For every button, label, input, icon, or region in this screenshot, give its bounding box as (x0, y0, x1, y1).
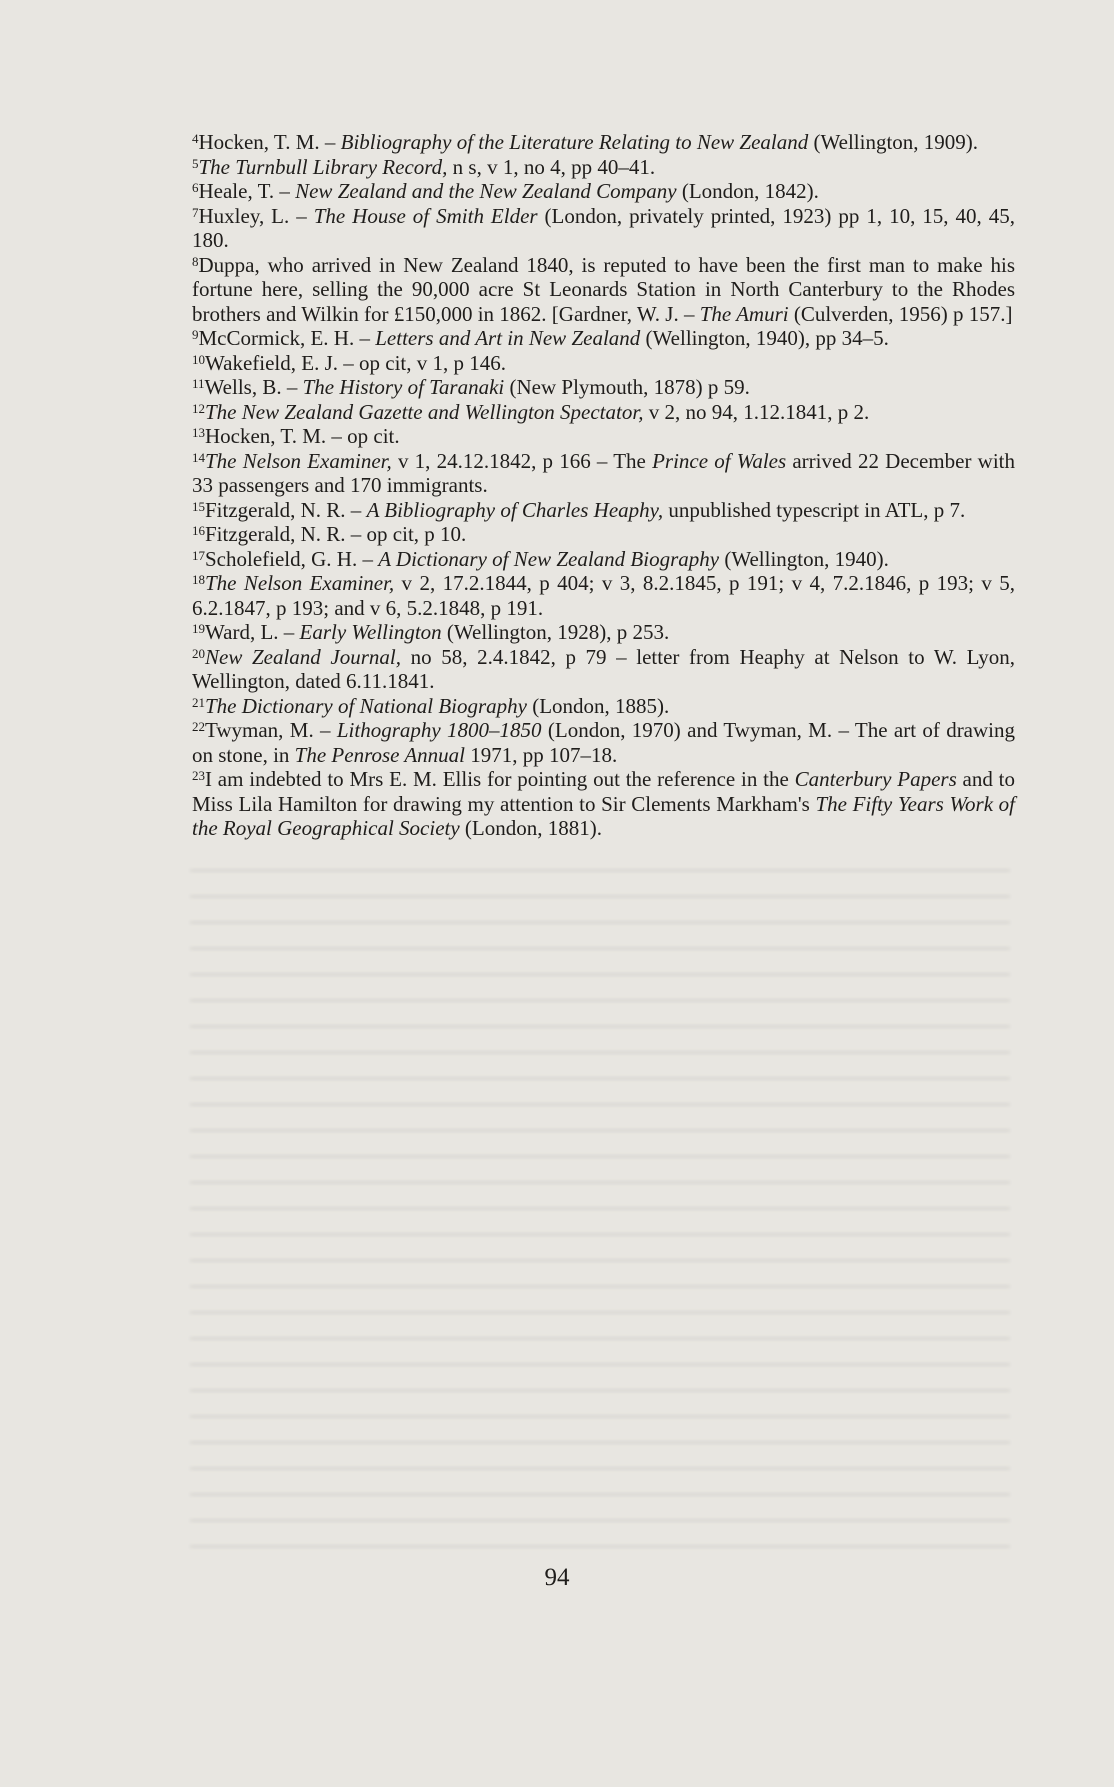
footnote-text: v 2, no 94, 1.12.1841, p 2. (643, 399, 870, 424)
footnote-title-italic: The Nelson Examiner, (205, 448, 392, 473)
footnote-text: unpublished typescript in ATL, p 7. (663, 497, 966, 522)
footnote-10 (192, 351, 1015, 376)
footnote-16 (192, 522, 1015, 547)
footnote-23 (192, 767, 1015, 841)
footnote-17 (192, 547, 1015, 572)
footnote-number: 19 (192, 621, 205, 636)
footnote-title-italic: New Zealand Journal, (205, 644, 401, 669)
footnote-text: Fitzgerald, N. R. – op cit, p 10. (205, 522, 467, 546)
footnote-title-italic: The House of Smith Elder (313, 203, 538, 228)
footnote-number: 17 (192, 547, 205, 563)
footnote-number: 13 (192, 425, 205, 440)
footnote-text: McCormick, E. H. – (198, 326, 376, 350)
footnote-title-italic: Early Wellington (299, 620, 442, 644)
footnote-title-italic: The Nelson Examiner, (205, 571, 395, 595)
footnote-number: 20 (192, 645, 205, 661)
footnote-number: 22 (192, 719, 205, 734)
footnote-text: (Wellington, 1928), p 253. (441, 620, 670, 644)
footnote-text: Duppa, who arrived in New Zealand 1840, is reputed to have been the first man to make his fortune here, selling the 90,000 acre St Leonards Station in North Canterbury to the Rhodes brothers and Wilkin for £150,000 in 1862. [Gardner, W. J. – (192, 252, 1015, 326)
footnote-title-italic: Bibliography of the Literature Relating to New Zealand (340, 130, 809, 154)
footnote-5 (192, 155, 1015, 180)
footnote-text: (London, privately printed, 1923) pp 1, 10, 15, 40, 45, 180. (192, 203, 1015, 252)
footnote-text: 1971, pp 107–18. (465, 742, 618, 767)
footnote-number: 12 (192, 400, 205, 416)
footnote-21 (192, 694, 1015, 719)
footnote-text: Wakefield, E. J. – op cit, v 1, p 146. (205, 350, 507, 375)
footnote-number: 14 (192, 449, 205, 465)
footnote-text: (London, 1881). (459, 816, 602, 840)
footnote-text: Fitzgerald, N. R. – (205, 497, 367, 522)
footnote-7 (192, 204, 1015, 253)
footnote-14 (192, 449, 1015, 498)
footnote-title-italic: Lithography 1800–1850 (336, 718, 542, 742)
footnote-number: 6 (192, 180, 199, 195)
footnote-title-italic: New Zealand and the New Zealand Company (295, 179, 677, 203)
footnote-text: Ward, L. – (205, 620, 300, 644)
footnote-number: 5 (192, 155, 199, 171)
footnote-number: 16 (192, 523, 205, 538)
footnote-text: v 2, 17.2.1844, p 404; v 3, 8.2.1845, p 191; v 4, 7.2.1846, p 193; v 5, 6.2.1847, p 193; and v 6, 5.2.1848, p 191. (192, 571, 1015, 620)
footnote-text: and to Miss Lila Hamilton for drawing my attention to Sir Clements Markham's (192, 767, 1016, 816)
footnote-text: (Wellington, 1909). (808, 130, 979, 154)
footnote-number: 10 (192, 351, 205, 367)
footnote-number: 18 (192, 572, 205, 587)
footnote-title-italic: The New Zealand Gazette and Wellington Spectator, (205, 399, 644, 424)
footnote-title-italic: The Dictionary of National Biography (205, 693, 527, 718)
footnote-title-italic: A Dictionary of New Zealand Biography (378, 546, 720, 571)
footnotes-list (192, 130, 1015, 841)
footnote-text: (London, 1842). (676, 179, 819, 203)
footnote-title-italic: The Amuri (699, 301, 789, 326)
footnote-text: Twyman, M. – (205, 718, 337, 742)
footnote-18 (192, 571, 1015, 620)
footnote-text: no 58, 2.4.1842, p 79 – letter from Heaphy at Nelson to W. Lyon, Wellington, dated 6.11.1841. (192, 644, 1016, 693)
footnote-text: Wells, B. – (204, 375, 303, 399)
footnote-11 (192, 375, 1015, 400)
footnote-title-italic: The Turnbull Library Record, (198, 154, 448, 179)
footnote-text: (Wellington, 1940). (719, 546, 889, 571)
footnote-text: (Culverden, 1956) p 157.] (788, 301, 1013, 326)
footnote-text: Huxley, L. – (198, 203, 314, 228)
footnote-title-italic: A Bibliography of Charles Heaphy, (366, 497, 664, 522)
footnote-title-italic: Letters and Art in New Zealand (375, 326, 641, 350)
footnote-number: 7 (192, 204, 199, 220)
footnote-number: 9 (192, 327, 199, 342)
footnote-title-italic: The Fifty Years Work of the Royal Geographical Society (192, 791, 1015, 840)
footnote-12 (192, 400, 1015, 425)
footnote-4 (192, 130, 1015, 155)
footnote-text: n s, v 1, no 4, pp 40–41. (447, 154, 656, 179)
footnote-title-italic: Prince of Wales (652, 448, 787, 473)
footnote-19 (192, 620, 1015, 645)
footnote-title-italic: The History of Taranaki (302, 375, 505, 399)
footnote-text: Hocken, T. M. – op cit. (205, 424, 400, 448)
footnote-number: 8 (192, 253, 199, 269)
footnote-9 (192, 326, 1015, 351)
footnote-22 (192, 718, 1015, 767)
footnote-text: (New Plymouth, 1878) p 59. (504, 375, 750, 399)
footnote-number: 21 (192, 694, 205, 710)
footnote-text: (Wellington, 1940), pp 34–5. (640, 326, 889, 350)
footnote-text: Hocken, T. M. – (198, 130, 341, 154)
page-number: 94 (544, 1564, 570, 1591)
footnote-text: I am indebted to Mrs E. M. Ellis for pointing out the reference in the (205, 767, 795, 791)
footnote-title-italic: The Penrose Annual (294, 742, 465, 767)
footnote-number: 23 (192, 768, 205, 783)
footnote-number: 11 (192, 376, 205, 391)
footnote-number: 4 (192, 131, 199, 146)
footnote-title-italic: Canterbury Papers (794, 767, 957, 791)
footnote-13 (192, 424, 1015, 449)
footnote-text: v 1, 24.12.1842, p 166 – The (391, 448, 653, 473)
footnote-text: (London, 1970) and Twyman, M. – The art of drawing on stone, in (192, 718, 1016, 767)
footnote-6 (192, 179, 1015, 204)
footnote-text: Scholefield, G. H. – (205, 546, 379, 571)
footnote-text: (London, 1885). (526, 693, 670, 718)
footnote-number: 15 (192, 498, 205, 514)
show-through-texture (190, 860, 1010, 1550)
footnote-15 (192, 498, 1015, 523)
footnote-8 (192, 253, 1015, 327)
footnote-text: Heale, T. – (198, 179, 296, 203)
footnote-20 (192, 645, 1015, 694)
footnote-text: arrived 22 December with 33 passengers and 170 immigrants. (192, 448, 1015, 497)
